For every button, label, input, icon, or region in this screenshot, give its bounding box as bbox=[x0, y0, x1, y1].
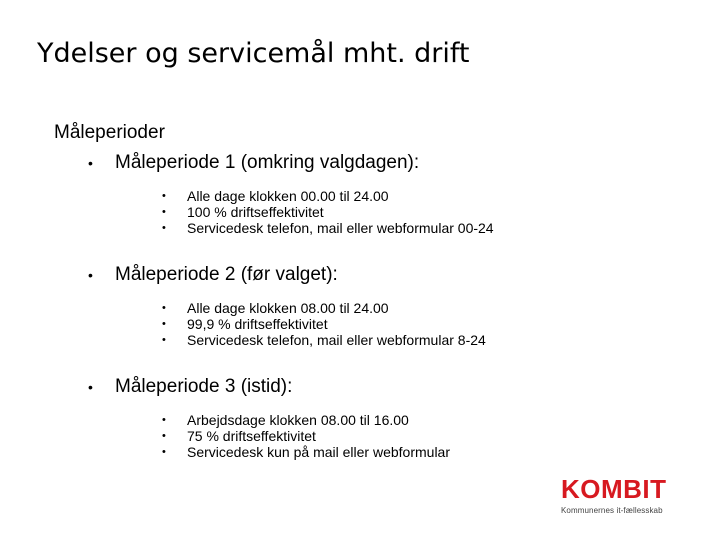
detail-text: Arbejdsdage klokken 08.00 til 16.00 bbox=[187, 412, 409, 428]
period-2 bbox=[88, 264, 486, 348]
bullet: • bbox=[162, 302, 166, 314]
detail-item bbox=[162, 204, 494, 220]
logo-wordmark: KOMBIT bbox=[561, 474, 667, 504]
bullet: • bbox=[88, 379, 93, 395]
section-heading: Måleperioder bbox=[54, 122, 165, 143]
period-2-label: Måleperiode 2 (før valget): bbox=[115, 264, 338, 285]
period-2-details bbox=[162, 300, 486, 348]
detail-text: Servicedesk telefon, mail eller webformular 00-24 bbox=[187, 220, 494, 236]
period-1-label: Måleperiode 1 (omkring valgdagen): bbox=[115, 152, 420, 173]
period-1 bbox=[88, 152, 494, 236]
detail-text: Alle dage klokken 08.00 til 24.00 bbox=[187, 300, 389, 316]
detail-item bbox=[162, 332, 486, 348]
logo-tagline: Kommunernes it-fællesskab bbox=[561, 506, 663, 515]
bullet: • bbox=[162, 446, 166, 458]
detail-text: Servicedesk telefon, mail eller webformular 8-24 bbox=[187, 332, 486, 348]
bullet: • bbox=[162, 206, 166, 218]
detail-item bbox=[162, 316, 486, 332]
detail-text: 100 % driftseffektivitet bbox=[187, 204, 324, 220]
period-3-label: Måleperiode 3 (istid): bbox=[115, 376, 293, 397]
slide-title: Ydelser og servicemål mht. drift bbox=[37, 38, 470, 69]
detail-text: Servicedesk kun på mail eller webformular bbox=[187, 444, 450, 460]
period-1-details bbox=[162, 188, 494, 236]
bullet: • bbox=[88, 155, 93, 171]
detail-item bbox=[162, 300, 486, 316]
bullet: • bbox=[88, 267, 93, 283]
detail-text: Alle dage klokken 00.00 til 24.00 bbox=[187, 188, 389, 204]
bullet: • bbox=[162, 222, 166, 234]
bullet: • bbox=[162, 414, 166, 426]
detail-item bbox=[162, 220, 494, 236]
kombit-logo bbox=[561, 476, 667, 515]
bullet: • bbox=[162, 318, 166, 330]
detail-item bbox=[162, 412, 450, 428]
detail-text: 99,9 % driftseffektivitet bbox=[187, 316, 328, 332]
bullet: • bbox=[162, 430, 166, 442]
detail-text: 75 % driftseffektivitet bbox=[187, 428, 316, 444]
bullet: • bbox=[162, 190, 166, 202]
period-3 bbox=[88, 376, 450, 460]
bullet: • bbox=[162, 334, 166, 346]
detail-item bbox=[162, 428, 450, 444]
detail-item bbox=[162, 444, 450, 460]
period-3-details bbox=[162, 412, 450, 460]
detail-item bbox=[162, 188, 494, 204]
